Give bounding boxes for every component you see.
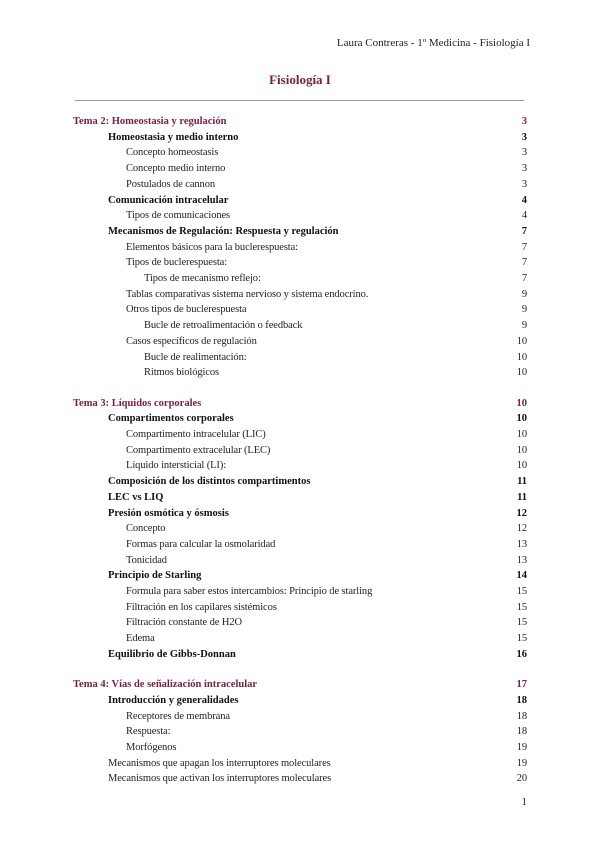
toc-entry[interactable] [0, 740, 600, 756]
toc-entry-label: Tonicidad [126, 554, 167, 566]
toc-entry-label: Tipos de buclerespuesta: [126, 257, 228, 269]
toc-entry[interactable] [0, 145, 600, 161]
toc-entry-page-number: 9 [521, 304, 527, 316]
toc-entry[interactable] [0, 521, 600, 537]
toc-entry-page-number: 14 [516, 570, 527, 582]
toc-entry-page-number: 10 [516, 460, 527, 472]
toc-entry-label: Tema 4: Vías de señalización intracelular [73, 679, 258, 691]
toc-entry[interactable] [0, 318, 600, 334]
toc-entry[interactable] [0, 208, 600, 224]
toc-entry-label: Presión osmótica y ósmosis [108, 507, 229, 519]
toc-entry-label: Bucle de realimentación: [144, 351, 247, 363]
toc-entry-label: Tipos de comunicaciones [126, 210, 231, 222]
toc-chapter-entry[interactable] [0, 396, 600, 412]
toc-entry[interactable] [0, 647, 600, 663]
toc-chapter-entry[interactable] [0, 114, 600, 130]
toc-entry[interactable] [0, 709, 600, 725]
toc-entry-page-number: 13 [516, 538, 527, 550]
toc-entry[interactable] [0, 537, 600, 553]
toc-entry-label: Elementos básicos para la buclerespuesta: [126, 241, 299, 253]
toc-entry-page-number: 3 [521, 116, 527, 127]
toc-entry-label: LEC vs LIQ [108, 491, 164, 503]
toc-entry[interactable] [0, 490, 600, 506]
document-title: Fisiología I [269, 72, 331, 87]
toc-entry-page-number: 9 [521, 288, 527, 300]
toc-entry[interactable] [0, 458, 600, 474]
toc-entry[interactable] [0, 427, 600, 443]
toc-entry-label: Tipos de mecanismo reflejo: [144, 273, 261, 284]
toc-entry-label: Mecanismos de Regulación: Respuesta y regulación [108, 225, 339, 237]
toc-entry-page-number: 15 [516, 617, 527, 629]
toc-entry-page-number: 13 [516, 554, 527, 566]
toc-entry-label: Tablas comparativas sistema nervioso y sistema endocrino. [126, 288, 369, 300]
toc-entry-page-number: 10 [516, 444, 527, 456]
toc-entry-page-number: 11 [517, 476, 527, 488]
toc-entry[interactable] [0, 631, 600, 647]
toc-entry[interactable] [0, 224, 600, 240]
toc-entry-label: Tema 2: Homeostasia y regulación [73, 116, 227, 127]
toc-entry-page-number: 15 [516, 586, 527, 597]
toc-entry-label: Formas para calcular la osmolaridad [126, 538, 276, 550]
toc-entry-label: Bucle de retroalimentación o feedback [144, 320, 303, 332]
toc-entry[interactable] [0, 365, 600, 381]
toc-entry-page-number: 20 [516, 773, 527, 785]
toc-entry-label: Receptores de membrana [126, 710, 230, 722]
toc-entry-page-number: 12 [516, 523, 527, 535]
toc-entry[interactable] [0, 506, 600, 522]
toc-entry-page-number: 4 [521, 210, 527, 222]
toc-entry-label: Homeostasia y medio interno [108, 131, 239, 143]
toc-entry-label: Mecanismos que apagan los interruptores moleculares [108, 757, 331, 769]
toc-entry-label: Morfógenos [126, 742, 177, 753]
toc-entry-label: Respuesta: [126, 726, 171, 738]
toc-entry-label: Líquido intersticial (LI): [126, 460, 227, 472]
toc-entry[interactable] [0, 177, 600, 193]
toc-entry-label: Principio de Starling [108, 570, 202, 582]
page-number: 1 [521, 796, 527, 808]
toc-entry[interactable] [0, 350, 600, 366]
toc-entry[interactable] [0, 411, 600, 427]
toc-entry-page-number: 7 [521, 273, 527, 284]
toc-entry-page-number: 19 [516, 757, 527, 769]
toc-entry-label: Filtración en los capilares sistémicos [126, 601, 277, 613]
toc-entry-label: Concepto homeostasis [126, 147, 219, 159]
toc-entry-label: Compartimento extracelular (LEC) [126, 444, 271, 456]
toc-entry[interactable] [0, 193, 600, 209]
toc-entry[interactable] [0, 302, 600, 318]
toc-entry[interactable] [0, 724, 600, 740]
toc-entry-page-number: 3 [521, 147, 527, 159]
toc-entry-label: Filtración constante de H2O [126, 617, 242, 629]
toc-entry[interactable] [0, 271, 600, 287]
toc-entry-label: Otros tipos de buclerespuesta [126, 304, 247, 316]
toc-entry-page-number: 18 [516, 726, 527, 738]
toc-entry[interactable] [0, 693, 600, 709]
toc-entry-label: Edema [126, 633, 155, 645]
toc-entry-page-number: 9 [521, 320, 527, 332]
toc-entry-page-number: 16 [516, 648, 527, 660]
toc-entry-page-number: 10 [516, 335, 527, 347]
toc-entry-label: Formula para saber estos intercambios: Principio de starling [126, 586, 373, 597]
toc-chapter-entry[interactable] [0, 677, 600, 693]
toc-entry-page-number: 7 [521, 241, 527, 253]
toc-entry-page-number: 10 [516, 397, 527, 409]
toc-entry-page-number: 3 [521, 131, 527, 143]
toc-entry-label: Comunicación intracelular [108, 194, 229, 206]
toc-entry-page-number: 3 [521, 178, 527, 190]
toc-entry-page-number: 18 [516, 694, 527, 706]
toc-entry-page-number: 17 [516, 679, 527, 691]
toc-entry-label: Concepto medio interno [126, 163, 226, 175]
toc-entry-page-number: 15 [516, 601, 527, 613]
toc-entry-label: Ritmos biológicos [144, 367, 220, 379]
toc-entry-label: Composición de los distintos compartimentos [108, 476, 311, 488]
toc-entry[interactable] [0, 130, 600, 146]
toc-entry-page-number: 7 [521, 257, 527, 269]
toc-entry[interactable] [0, 568, 600, 584]
toc-entry-label: Compartimentos corporales [108, 413, 234, 425]
toc-entry[interactable] [0, 255, 600, 271]
toc-entry-page-number: 10 [516, 351, 527, 363]
toc-entry-page-number: 18 [516, 710, 527, 722]
toc-entry[interactable] [0, 584, 600, 600]
toc-entry-label: Compartimento intracelular (LIC) [126, 429, 266, 440]
toc-entry-page-number: 19 [516, 742, 527, 753]
toc-entry-label: Concepto [126, 523, 166, 535]
toc-entry-page-number: 10 [516, 429, 527, 440]
toc-entry[interactable] [0, 771, 600, 787]
toc-entry-page-number: 10 [516, 367, 527, 379]
toc-entry[interactable] [0, 287, 600, 303]
toc-entry[interactable] [0, 474, 600, 490]
toc-entry[interactable] [0, 443, 600, 459]
toc-entry-page-number: 10 [516, 413, 527, 425]
toc-entry[interactable] [0, 334, 600, 350]
toc-entry[interactable] [0, 600, 600, 616]
toc-entry-page-number: 7 [521, 225, 527, 237]
toc-entry-page-number: 12 [516, 507, 527, 519]
toc-entry-page-number: 4 [521, 194, 527, 206]
toc-entry[interactable] [0, 553, 600, 569]
toc-entry[interactable] [0, 615, 600, 631]
title-divider [75, 100, 524, 101]
toc-entry-page-number: 15 [516, 633, 527, 645]
toc-entry-label: Postulados de cannon [126, 178, 215, 190]
toc-entry[interactable] [0, 161, 600, 177]
toc-entry-label: Casos específicos de regulación [126, 335, 257, 347]
toc-entry[interactable] [0, 240, 600, 256]
toc-entry-page-number: 3 [521, 163, 527, 175]
toc-entry-label: Equilibrio de Gibbs-Donnan [108, 648, 236, 660]
toc-entry-label: Mecanismos que activan los interruptores moleculares [108, 773, 332, 785]
toc-entry-page-number: 11 [517, 491, 527, 503]
toc-entry-label: Introducción y generalidades [108, 694, 239, 706]
page-header: Laura Contreras - 1º Medicina - Fisiología I [336, 37, 530, 49]
toc-entry[interactable] [0, 756, 600, 772]
toc-entry-label: Tema 3: Líquidos corporales [73, 397, 202, 409]
